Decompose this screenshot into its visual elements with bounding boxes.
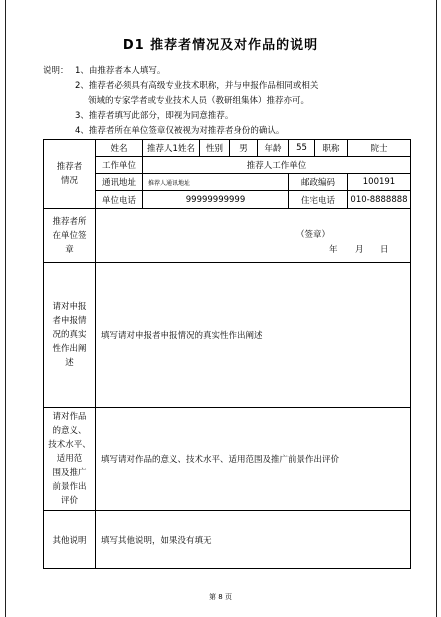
postcode-label: 邮政编码 bbox=[289, 174, 348, 191]
note-item: 3、推荐者填写此部分，即视为同意推荐。 bbox=[75, 111, 234, 121]
title-value: 院士 bbox=[348, 140, 411, 157]
other-label: 其他说明 bbox=[44, 511, 96, 569]
age-label: 年龄 bbox=[258, 140, 289, 157]
page-title: D1 推荐者情况及对作品的说明 bbox=[122, 38, 319, 53]
name-value: 推荐人1姓名 bbox=[143, 140, 200, 157]
authenticity-label: 请对申报 者申报情 况的真实 性作出阐 述 bbox=[44, 263, 96, 408]
name-label: 姓名 bbox=[96, 140, 143, 157]
age-value: 55 bbox=[289, 140, 315, 157]
other-value: 填写其他说明，如果没有填无 bbox=[96, 511, 411, 569]
date-month: 月 bbox=[355, 245, 364, 255]
recommender-table bbox=[43, 139, 411, 569]
page-number: 第 8 页 bbox=[209, 593, 232, 601]
address-label: 通讯地址 bbox=[96, 174, 143, 191]
gender-label: 性别 bbox=[200, 140, 230, 157]
evaluation-label: 请对作品 的意义、 技术水平、 适用范 围及推广 前景作出 评价 bbox=[44, 408, 96, 511]
postcode-value: 100191 bbox=[348, 174, 411, 191]
home-phone-value: 010-8888888 bbox=[348, 191, 411, 209]
title-label: 职称 bbox=[315, 140, 348, 157]
unit-phone-label: 单位电话 bbox=[96, 191, 143, 209]
unit-sign-label: 推荐者所 在单位签 章 bbox=[44, 209, 96, 263]
address-value: 推荐人通讯地址 bbox=[143, 174, 289, 191]
work-unit-value: 推荐人工作单位 bbox=[143, 157, 411, 174]
date-year: 年 bbox=[329, 245, 338, 255]
recommender-section-label: 推荐者 情况 bbox=[44, 140, 96, 209]
page-border-left bbox=[5, 0, 6, 617]
note-item: 领域的专家学者或专业技术人员（教研组集体）推荐亦可。 bbox=[88, 96, 310, 106]
date-day: 日 bbox=[380, 245, 389, 255]
authenticity-value: 填写请对申报者申报情况的真实性作出阐述 bbox=[96, 263, 411, 408]
notes-label: 说明： bbox=[43, 66, 69, 76]
evaluation-value: 填写请对作品的意义、技术水平、适用范围及推广前景作出评价 bbox=[96, 408, 411, 511]
note-item: 1、由推荐者本人填写。 bbox=[75, 66, 166, 76]
work-unit-label: 工作单位 bbox=[96, 157, 143, 174]
sign-text: （签章） bbox=[296, 230, 331, 240]
note-item: 4、推荐者所在单位签章仅被视为对推荐者身份的确认。 bbox=[75, 126, 285, 136]
home-phone-label: 住宅电话 bbox=[289, 191, 348, 209]
note-item: 2、推荐者必须具有高级专业技术职称，并与申报作品相同或相关 bbox=[75, 81, 319, 91]
unit-phone-value: 99999999999 bbox=[143, 191, 289, 209]
page-border-right bbox=[436, 0, 437, 617]
unit-sign-area bbox=[96, 209, 411, 263]
gender-value: 男 bbox=[230, 140, 258, 157]
